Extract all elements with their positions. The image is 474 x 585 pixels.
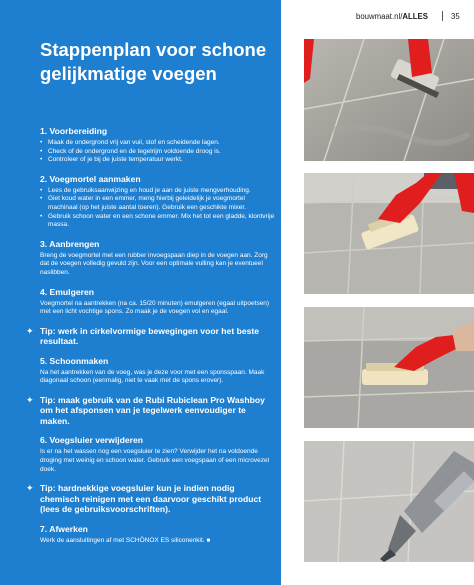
bullet-item: • Giet koud water in een emmer, meng hierbij geleidelijk je voegmortel machinaal (op het juiste aantal toeren). Gebruik een geschikte mixer. <box>40 195 276 212</box>
bullet-item: • Controleer of je bij de juiste temperatuur werkt. <box>40 156 276 165</box>
site-prefix: bouwmaat.nl/ <box>356 12 403 21</box>
step-3 <box>40 239 276 278</box>
step-5 <box>40 356 276 386</box>
photo-caulking <box>304 441 474 562</box>
step-4 <box>40 287 276 317</box>
step-text <box>40 537 276 546</box>
steps-list <box>26 126 276 554</box>
photo-applying-grout <box>304 173 474 294</box>
bullet-item: • Lees de gebruiksaanwijzing en houd je aan de juiste mengverhouding. <box>40 187 276 196</box>
page-number: 35 <box>451 12 460 21</box>
page-title: Stappenplan voor schone gelijkmatige voegen <box>40 39 267 84</box>
end-mark-icon: ■ <box>206 537 211 544</box>
photo-emulsifying <box>304 307 474 428</box>
step-title: 4. Emulgeren <box>40 286 94 297</box>
step-1 <box>40 126 276 165</box>
step-2 <box>40 174 276 230</box>
bullet-item: • Check of de ondergrond en de tegelrijm voldoende droog is. <box>40 148 276 157</box>
tip-1 <box>26 326 276 347</box>
bullet-item: • Maak de ondergrond vrij van vuil, stof en scheidende lagen. <box>40 139 276 148</box>
step-bullets <box>40 187 276 230</box>
step-6 <box>40 435 276 474</box>
step-7 <box>40 524 276 546</box>
step-bullets <box>40 139 276 165</box>
tip-3 <box>26 483 276 515</box>
step-text-body: Werk de aansluitingen af met SCHÖNOX ES siliconenkit. <box>40 536 205 544</box>
step-text: Is er na het wassen nog een voegsluier te zien? Verwijder het na voldoende droging met weinig en schoon water. Gebruik een voegspaan of een microvezel doek. <box>40 448 270 473</box>
step-title: 5. Schoonmaken <box>40 355 109 366</box>
step-title: 6. Voegsluier verwijderen <box>40 435 144 446</box>
step-text: Breng de voegmortel met een rubber invoegspaan diep in de voegen aan. Zorg dat de voegen volledig gevuld zijn. Voor een optimale vulling kan je eventueel naslibben. <box>40 251 268 276</box>
tip-text: Tip: maak gebruik van de Rubi Rubiclean Pro Washboy om het afsponsen van je tegelwerk eenvoudiger te maken. <box>40 394 265 426</box>
step-title: 2. Voegmortel aanmaken <box>40 173 141 184</box>
step-title: 3. Aanbrengen <box>40 238 100 249</box>
star-icon: ✦ <box>26 325 34 336</box>
photo-washing-tiles <box>304 39 474 161</box>
bullet-item: • Gebruik schoon water en een schone emmer. Mix het tot een gladde, klontvrije massa. <box>40 213 276 230</box>
site-bold: ALLES <box>402 12 428 21</box>
site-link[interactable] <box>356 12 428 21</box>
tip-text: Tip: werk in cirkelvormige bewegingen voor het beste resultaat. <box>40 325 260 347</box>
tip-2 <box>26 395 276 427</box>
star-icon: ✦ <box>26 483 34 494</box>
tip-text: Tip: hardnekkige voegsluier kun je indien nodig chemisch reinigen met een daarvoor geschikt product (lees de gebruiksvoorschriften). <box>40 483 262 515</box>
step-text: Voegmortel na aantrekken (na ca. 15/20 minuten) emulgeren (egaal uitpoetsen) met een licht vochtige spons. Zo maak je de voegen vol en egaal. <box>40 299 270 316</box>
step-title: 7. Afwerken <box>40 523 88 534</box>
star-icon: ✦ <box>26 394 34 405</box>
step-title: 1. Voorbereiding <box>40 126 108 136</box>
step-text: Na het aantrekken van de voeg, was je deze voor met een sponsspaan. Maak diagonaal schoon (eenmalig, niet te vaak met de spons erover). <box>40 368 265 385</box>
header-divider <box>442 11 443 21</box>
